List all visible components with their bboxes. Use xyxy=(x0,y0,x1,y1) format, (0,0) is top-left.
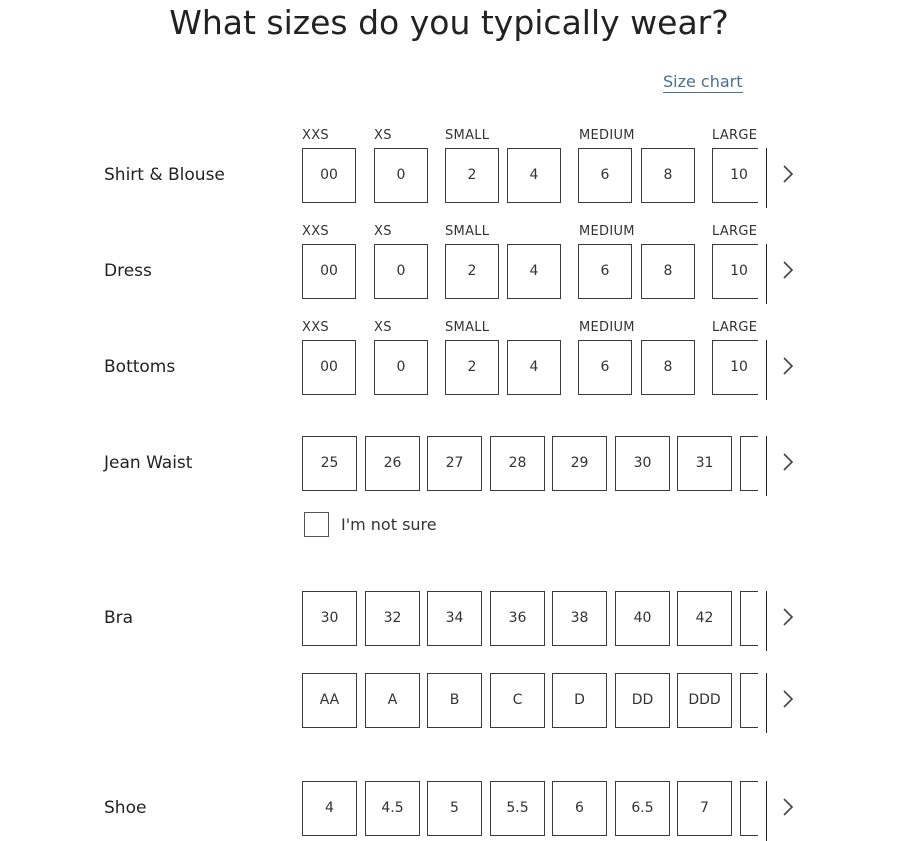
size-tile[interactable]: 10 xyxy=(712,340,758,395)
size-tile[interactable]: 6.5 xyxy=(615,781,670,836)
size-group-label: LARGE xyxy=(712,320,758,335)
size-carousel-dress xyxy=(302,224,766,304)
size-tiles-viewport xyxy=(302,244,758,304)
size-tile[interactable]: 5.5 xyxy=(490,781,545,836)
size-group-label: XXS xyxy=(302,224,329,239)
carousel-edge-divider xyxy=(766,244,767,304)
carousel-edge-divider xyxy=(766,591,767,651)
not-sure-checkbox[interactable] xyxy=(304,510,437,538)
size-tile[interactable]: 30 xyxy=(302,591,357,646)
page-title: What sizes do you typically wear? xyxy=(169,3,729,42)
size-tile[interactable]: 8 xyxy=(641,148,695,203)
not-sure-label: I'm not sure xyxy=(341,514,437,534)
size-tile[interactable]: 26 xyxy=(365,436,420,491)
size-carousel-bottoms xyxy=(302,320,766,400)
size-carousel-jean-waist xyxy=(302,436,766,496)
size-tiles-viewport xyxy=(302,591,758,651)
size-tile[interactable]: 40 xyxy=(615,591,670,646)
size-tiles-viewport xyxy=(302,340,758,400)
size-carousel-shoe xyxy=(302,781,766,841)
size-tile[interactable]: 6 xyxy=(552,781,607,836)
size-tile[interactable]: 10 xyxy=(712,244,758,299)
row-label-shoe: Shoe xyxy=(104,798,147,818)
size-tile[interactable] xyxy=(740,591,758,646)
size-group-label: SMALL xyxy=(445,128,490,143)
size-group-label: LARGE xyxy=(712,224,758,239)
size-tile[interactable]: 30 xyxy=(615,436,670,491)
size-tile[interactable]: 31 xyxy=(677,436,732,491)
row-label-shirt-blouse: Shirt & Blouse xyxy=(104,165,225,185)
size-group-label: XS xyxy=(374,320,392,335)
chevron-right-icon[interactable] xyxy=(776,162,800,186)
size-tile[interactable] xyxy=(740,781,758,836)
size-tile[interactable]: 4 xyxy=(302,781,357,836)
carousel-edge-divider xyxy=(766,148,767,208)
row-label-bottoms: Bottoms xyxy=(104,357,176,377)
size-tile[interactable]: 4.5 xyxy=(365,781,420,836)
size-carousel-shirt-blouse xyxy=(302,128,766,208)
size-tile[interactable]: 2 xyxy=(445,340,499,395)
size-tile[interactable] xyxy=(740,436,758,491)
size-tile[interactable]: 32 xyxy=(365,591,420,646)
size-carousel-bra-band xyxy=(302,591,766,651)
size-tile[interactable]: C xyxy=(490,673,545,728)
size-tile[interactable]: B xyxy=(427,673,482,728)
size-tile[interactable]: 8 xyxy=(641,340,695,395)
size-tiles-viewport xyxy=(302,781,758,841)
chevron-right-icon[interactable] xyxy=(776,605,800,629)
row-label-jean-waist: Jean Waist xyxy=(104,453,193,473)
size-tile[interactable] xyxy=(740,673,758,728)
size-tiles-viewport xyxy=(302,436,758,496)
size-tile[interactable]: AA xyxy=(302,673,357,728)
size-tile[interactable]: 10 xyxy=(712,148,758,203)
size-tile[interactable]: 4 xyxy=(507,340,561,395)
size-tile[interactable]: 7 xyxy=(677,781,732,836)
size-group-label: XS xyxy=(374,224,392,239)
size-tile[interactable]: 42 xyxy=(677,591,732,646)
chevron-right-icon[interactable] xyxy=(776,258,800,282)
size-tile[interactable]: 29 xyxy=(552,436,607,491)
size-tile[interactable]: 25 xyxy=(302,436,357,491)
size-tile[interactable]: D xyxy=(552,673,607,728)
carousel-edge-divider xyxy=(766,781,767,841)
size-tile[interactable]: 2 xyxy=(445,244,499,299)
size-tile[interactable]: 28 xyxy=(490,436,545,491)
carousel-edge-divider xyxy=(766,436,767,496)
size-tile[interactable]: 0 xyxy=(374,244,428,299)
size-tile[interactable]: A xyxy=(365,673,420,728)
size-tile[interactable]: 38 xyxy=(552,591,607,646)
size-group-label: XXS xyxy=(302,128,329,143)
size-group-label: XS xyxy=(374,128,392,143)
size-tile[interactable]: 5 xyxy=(427,781,482,836)
size-tile[interactable]: 00 xyxy=(302,148,356,203)
row-label-bra-band: Bra xyxy=(104,608,134,628)
size-tile[interactable]: 8 xyxy=(641,244,695,299)
size-tile[interactable]: 2 xyxy=(445,148,499,203)
chevron-right-icon[interactable] xyxy=(776,687,800,711)
size-tile[interactable]: DDD xyxy=(677,673,732,728)
size-group-label: SMALL xyxy=(445,320,490,335)
size-tile[interactable]: 0 xyxy=(374,148,428,203)
size-tile[interactable]: 4 xyxy=(507,244,561,299)
size-tile[interactable]: 6 xyxy=(578,148,632,203)
size-group-label: XXS xyxy=(302,320,329,335)
size-group-label: MEDIUM xyxy=(579,224,635,239)
size-group-label: LARGE xyxy=(712,128,758,143)
size-tile[interactable]: 36 xyxy=(490,591,545,646)
carousel-edge-divider xyxy=(766,340,767,400)
size-tile[interactable]: 00 xyxy=(302,244,356,299)
chevron-right-icon[interactable] xyxy=(776,354,800,378)
size-tile[interactable]: 34 xyxy=(427,591,482,646)
size-tiles-viewport xyxy=(302,148,758,208)
size-chart-link[interactable]: Size chart xyxy=(663,72,743,91)
size-tile[interactable]: 6 xyxy=(578,244,632,299)
size-group-label: SMALL xyxy=(445,224,490,239)
size-group-label: MEDIUM xyxy=(579,320,635,335)
size-tile[interactable]: 4 xyxy=(507,148,561,203)
carousel-edge-divider xyxy=(766,673,767,733)
size-tile[interactable]: DD xyxy=(615,673,670,728)
size-tile[interactable]: 27 xyxy=(427,436,482,491)
size-tiles-viewport xyxy=(302,673,758,733)
checkbox-icon[interactable] xyxy=(304,512,329,537)
size-tile[interactable]: 6 xyxy=(578,340,632,395)
chevron-right-icon[interactable] xyxy=(776,450,800,474)
size-tile[interactable]: 0 xyxy=(374,340,428,395)
row-label-dress: Dress xyxy=(104,261,152,281)
chevron-right-icon[interactable] xyxy=(776,795,800,819)
size-group-label: MEDIUM xyxy=(579,128,635,143)
size-carousel-bra-cup xyxy=(302,673,766,733)
size-tile[interactable]: 00 xyxy=(302,340,356,395)
